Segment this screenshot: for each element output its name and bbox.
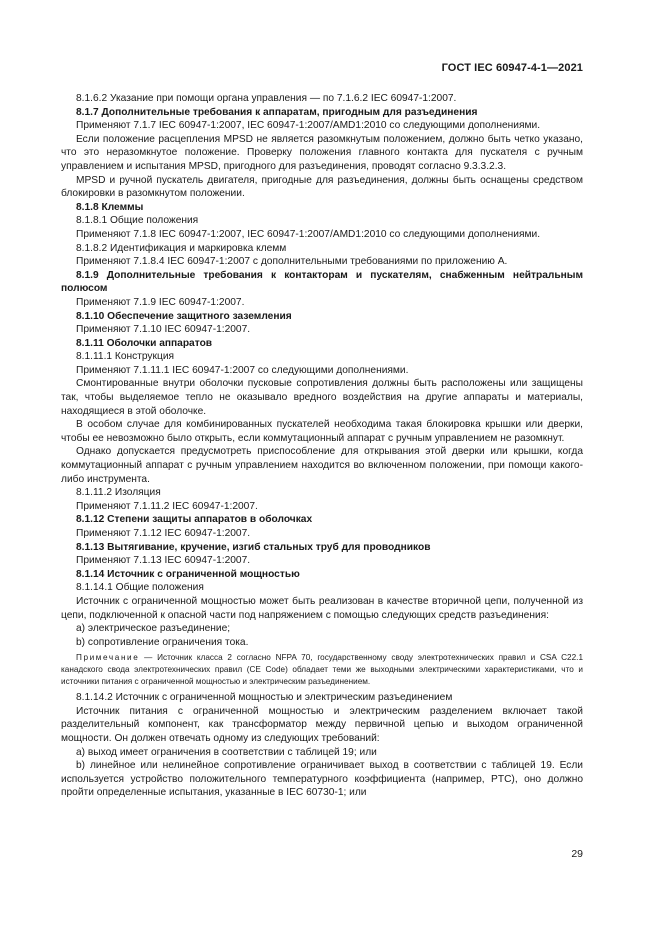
- note-text: — Источник класса 2 согласно NFPA 70, государственному своду электротехнических правил и CSA C22.1 канадского свода электротехнических правил (CE Code) обладает теми же выходными электрическими характеристиками, что и источники питания с ограниченной мощностью и электрическим разъединением.: [61, 653, 583, 686]
- paragraph: Применяют 7.1.10 IEC 60947-1:2007.: [76, 324, 251, 336]
- paragraph: a) электрическое разъединение;: [76, 623, 231, 635]
- note-label: Примечание: [76, 653, 140, 663]
- document-header: ГОСТ IEC 60947-4-1—2021: [441, 62, 583, 74]
- paragraph: b) сопротивление ограничения тока.: [76, 636, 249, 648]
- paragraph: Однако допускается предусмотреть приспособление для открывания этой дверки или крышки, когда коммутационный аппарат с ручным управлением находится во включенном положении, при помощи какого-либо инструмента.: [61, 446, 583, 485]
- section-heading: 8.1.13 Вытягивание, кручение, изгиб стальных труб для проводников: [76, 541, 431, 553]
- paragraph: Применяют 7.1.7 IEC 60947-1:2007, IEC 60947-1:2007/AMD1:2010 со следующими дополнениями.: [76, 120, 541, 132]
- paragraph: 8.1.8.2 Идентификация и маркировка клемм: [76, 242, 287, 254]
- section-heading: 8.1.11 Оболочки аппаратов: [76, 337, 213, 349]
- paragraph: Источник с ограниченной мощностью может быть реализован в качестве вторичной цепи, полученной из цепи, подключенной к опасной части под напряжением с помощью следующих средств разъединения:: [61, 595, 583, 621]
- paragraph: Источник питания с ограниченной мощностью и электрическим разделением включает такой разделительный компонент, как трансформатор между первичной цепью и выходом ограниченной мощности. Он должен отвечать одному из следующих требований:: [61, 705, 583, 744]
- paragraph: 8.1.6.2 Указание при помощи органа управления — по 7.1.6.2 IEC 60947-1:2007.: [76, 93, 457, 104]
- section-heading: 8.1.8 Клеммы: [76, 201, 144, 213]
- paragraph: Применяют 7.1.8.4 IEC 60947-1:2007 с дополнительными требованиями по приложению А.: [76, 256, 508, 268]
- section-heading: 8.1.12 Степени защиты аппаратов в оболочках: [76, 514, 313, 526]
- document-body: [61, 92, 583, 800]
- paragraph: 8.1.11.2 Изоляция: [76, 487, 161, 499]
- note: [61, 652, 583, 687]
- paragraph: Применяют 7.1.11.1 IEC 60947-1:2007 со следующими дополнениями.: [76, 364, 409, 376]
- paragraph: 8.1.8.1 Общие положения: [76, 215, 199, 227]
- section-heading: 8.1.9 Дополнительные требования к контакторам и пускателям, снабженным нейтральным полюсом: [61, 269, 583, 295]
- page-number: 29: [571, 848, 583, 860]
- paragraph: b) линейное или нелинейное сопротивление ограничивает выход в соответствии с таблицей 19. Если используется устройство положительного температурного коэффициента (например, PTC), оно должно пройти определенные испытания, указанные в IEC 60730-1; или: [61, 760, 583, 799]
- section-heading: 8.1.14 Источник с ограниченной мощностью: [76, 568, 300, 580]
- paragraph: Применяют 7.1.9 IEC 60947-1:2007.: [76, 296, 245, 308]
- paragraph: 8.1.11.1 Конструкция: [76, 351, 175, 363]
- paragraph: 8.1.14.1 Общие положения: [76, 582, 204, 594]
- paragraph: Применяют 7.1.13 IEC 60947-1:2007.: [76, 555, 251, 567]
- section-8-1-14-2: [61, 691, 583, 800]
- paragraph: Если положение расцепления MPSD не является разомкнутым положением, должно быть четко указано, что это неразомкнутое положение. Проверку положения главного контакта для пускателя с ручным управлением и испытания MPSD, пригодного для разъединения, проводят согласно 9.3.3.2.3.: [61, 133, 583, 172]
- paragraph: Применяют 7.1.12 IEC 60947-1:2007.: [76, 528, 251, 539]
- paragraph: 8.1.14.2 Источник с ограниченной мощностью и электрическим разъединением: [76, 692, 453, 704]
- paragraph: a) выход имеет ограничения в соответствии с таблицей 19; или: [76, 746, 377, 758]
- paragraph: Применяют 7.1.8 IEC 60947-1:2007, IEC 60947-1:2007/AMD1:2010 со следующими дополнениями.: [76, 228, 541, 240]
- paragraph: MPSD и ручной пускатель двигателя, пригодные для разъединения, должны быть оснащены средством блокировки в разомкнутом положении.: [61, 174, 583, 200]
- section-8-1-6-to-8-1-14-1: [61, 92, 583, 649]
- section-heading: 8.1.7 Дополнительные требования к аппаратам, пригодным для разъединения: [76, 106, 478, 118]
- section-heading: 8.1.10 Обеспечение защитного заземления: [76, 310, 292, 322]
- paragraph: Применяют 7.1.11.2 IEC 60947-1:2007.: [76, 500, 258, 512]
- paragraph: Смонтированные внутри оболочки пусковые сопротивления должны быть расположены или защищены так, чтобы выделяемое тепло не оказывало вредного воздействия на другие аппараты и материалы, находящиеся в этой оболочке.: [61, 378, 583, 417]
- paragraph: В особом случае для комбинированных пускателей необходима такая блокировка крышки или дверки, чтобы ее невозможно было открыть, если коммутационный аппарат с ручным управлением не разомкнут.: [61, 419, 583, 444]
